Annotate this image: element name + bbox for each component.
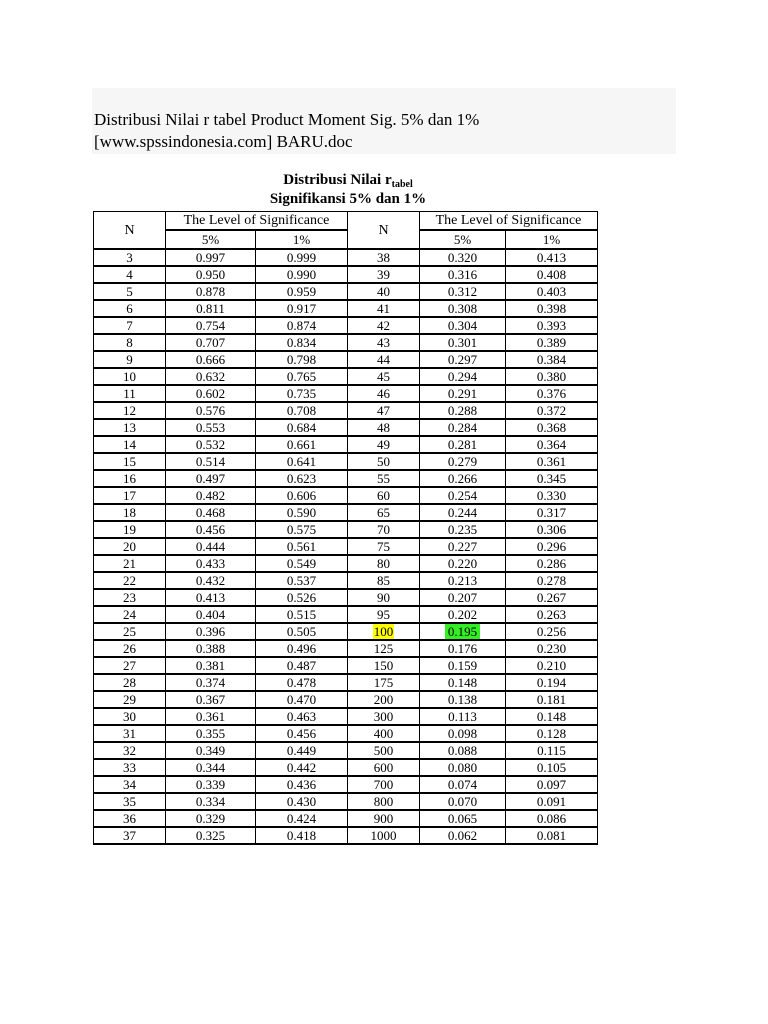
table-row [94,623,598,640]
cell-r1-left: 0.917 [256,300,348,317]
cell-n-left: 21 [94,555,166,572]
cell-n-right: 43 [348,334,420,351]
cell-r5-left: 0.482 [166,487,256,504]
cell-r5-left: 0.754 [166,317,256,334]
cell-n-right: 400 [348,725,420,742]
cell-r1-right: 0.306 [506,521,598,538]
cell-r1-right: 0.230 [506,640,598,657]
cell-n-left: 25 [94,623,166,640]
cell-r5-left: 0.553 [166,419,256,436]
cell-r5-left: 0.404 [166,606,256,623]
cell-n-left: 13 [94,419,166,436]
cell-r1-right: 0.317 [506,504,598,521]
cell-r1-right: 0.181 [506,691,598,708]
table-row [94,249,598,266]
cell-n-right: 55 [348,470,420,487]
cell-r5-right: 0.254 [420,487,506,504]
cell-r5-right [420,623,506,640]
col-1pct-header-right: 1% [506,230,598,249]
cell-r5-right: 0.088 [420,742,506,759]
table-row [94,538,598,555]
cell-r5-right: 0.113 [420,708,506,725]
cell-r1-left: 0.418 [256,827,348,844]
cell-r1-left: 0.449 [256,742,348,759]
cell-n-right: 39 [348,266,420,283]
table-row [94,436,598,453]
cell-r5-right: 0.159 [420,657,506,674]
table-row [94,759,598,776]
cell-r5-right: 0.284 [420,419,506,436]
table-row [94,691,598,708]
cell-r1-right: 0.398 [506,300,598,317]
cell-r5-left: 0.388 [166,640,256,657]
table-row [94,504,598,521]
cell-r1-right: 0.413 [506,249,598,266]
r-table-body [94,249,598,844]
cell-r1-right: 0.086 [506,810,598,827]
cell-r1-left: 0.436 [256,776,348,793]
cell-r1-left: 0.641 [256,453,348,470]
cell-n-left: 34 [94,776,166,793]
significance-group-header-left: The Level of Significance [166,212,348,231]
n-column-header-left: N [94,212,166,250]
cell-r5-right: 0.062 [420,827,506,844]
r-table [93,211,598,845]
cell-r1-left: 0.606 [256,487,348,504]
cell-r5-right: 0.288 [420,402,506,419]
cell-n-left: 28 [94,674,166,691]
n-column-header-right: N [348,212,420,250]
cell-r5-left: 0.468 [166,504,256,521]
cell-r1-right: 0.081 [506,827,598,844]
cell-r1-right: 0.389 [506,334,598,351]
table-title-subscript: tabel [391,179,413,190]
cell-r5-left: 0.811 [166,300,256,317]
cell-r5-right: 0.207 [420,589,506,606]
cell-r1-left: 0.526 [256,589,348,606]
cell-n-right: 80 [348,555,420,572]
table-row [94,368,598,385]
cell-r5-right: 0.281 [420,436,506,453]
cell-n-right: 44 [348,351,420,368]
cell-r1-left: 0.487 [256,657,348,674]
cell-r5-left: 0.433 [166,555,256,572]
cell-n-left: 23 [94,589,166,606]
cell-r5-right: 0.080 [420,759,506,776]
cell-r1-right: 0.384 [506,351,598,368]
table-row [94,708,598,725]
cell-r5-left: 0.707 [166,334,256,351]
cell-r1-right: 0.361 [506,453,598,470]
table-row [94,470,598,487]
cell-n-right: 41 [348,300,420,317]
cell-n-right: 150 [348,657,420,674]
table-row [94,725,598,742]
cell-r1-left: 0.959 [256,283,348,300]
cell-n-right: 600 [348,759,420,776]
cell-r1-left: 0.549 [256,555,348,572]
cell-n-right: 47 [348,402,420,419]
table-row [94,555,598,572]
cell-r1-right: 0.210 [506,657,598,674]
cell-n-right: 45 [348,368,420,385]
cell-n-left: 14 [94,436,166,453]
cell-r1-right: 0.091 [506,793,598,810]
cell-r5-left: 0.632 [166,368,256,385]
cell-r1-left: 0.505 [256,623,348,640]
cell-r5-left: 0.444 [166,538,256,555]
cell-r5-left: 0.576 [166,402,256,419]
cell-r5-right: 0.308 [420,300,506,317]
table-row [94,453,598,470]
cell-r1-right: 0.097 [506,776,598,793]
cell-n-right: 70 [348,521,420,538]
col-5pct-header-right: 5% [420,230,506,249]
cell-n-right: 95 [348,606,420,623]
table-row [94,827,598,844]
cell-r5-right: 0.244 [420,504,506,521]
cell-r1-right: 0.263 [506,606,598,623]
cell-n-right: 175 [348,674,420,691]
cell-r1-left: 0.430 [256,793,348,810]
document-header [92,88,676,154]
cell-r1-right: 0.105 [506,759,598,776]
cell-r5-left: 0.497 [166,470,256,487]
cell-n-left: 15 [94,453,166,470]
cell-r1-left: 0.575 [256,521,348,538]
cell-r5-right: 0.312 [420,283,506,300]
cell-n-left: 11 [94,385,166,402]
cell-r1-left: 0.684 [256,419,348,436]
table-row [94,640,598,657]
cell-r5-right: 0.279 [420,453,506,470]
cell-r1-right: 0.267 [506,589,598,606]
cell-r5-left: 0.514 [166,453,256,470]
table-row [94,589,598,606]
cell-r1-left: 0.561 [256,538,348,555]
significance-group-header-right: The Level of Significance [420,212,598,231]
cell-n-right: 700 [348,776,420,793]
cell-r5-left: 0.413 [166,589,256,606]
cell-n-right: 48 [348,419,420,436]
cell-r5-right: 0.316 [420,266,506,283]
cell-r5-left: 0.602 [166,385,256,402]
cell-r1-right: 0.148 [506,708,598,725]
cell-r5-left: 0.997 [166,249,256,266]
table-row [94,385,598,402]
cell-r5-left: 0.878 [166,283,256,300]
highlighted-r-value: 0.195 [445,624,480,639]
cell-r5-right: 0.291 [420,385,506,402]
cell-n-left: 16 [94,470,166,487]
cell-r1-left: 0.708 [256,402,348,419]
document-title: Distribusi Nilai r tabel Product Moment Sig. 5% dan 1% [94,110,480,129]
table-title [94,172,602,190]
cell-r1-left: 0.478 [256,674,348,691]
cell-r5-left: 0.367 [166,691,256,708]
cell-n-right: 200 [348,691,420,708]
table-row [94,776,598,793]
cell-n-left: 8 [94,334,166,351]
table-row [94,810,598,827]
cell-r1-left: 0.424 [256,810,348,827]
cell-r1-right: 0.345 [506,470,598,487]
cell-r1-right: 0.364 [506,436,598,453]
cell-r1-left: 0.590 [256,504,348,521]
cell-r1-left: 0.834 [256,334,348,351]
cell-r5-left: 0.329 [166,810,256,827]
cell-n-right: 38 [348,249,420,266]
cell-r1-right: 0.368 [506,419,598,436]
cell-r1-left: 0.515 [256,606,348,623]
table-row [94,317,598,334]
cell-r1-right: 0.403 [506,283,598,300]
cell-r1-right: 0.330 [506,487,598,504]
cell-r5-left: 0.374 [166,674,256,691]
cell-r1-left: 0.999 [256,249,348,266]
table-row [94,674,598,691]
cell-r5-right: 0.297 [420,351,506,368]
cell-r1-right: 0.278 [506,572,598,589]
cell-r5-left: 0.381 [166,657,256,674]
col-1pct-header-left: 1% [256,230,348,249]
cell-n-left: 24 [94,606,166,623]
cell-n-right: 125 [348,640,420,657]
table-row [94,300,598,317]
cell-n-right: 800 [348,793,420,810]
table-row [94,266,598,283]
table-row [94,793,598,810]
cell-n-left: 26 [94,640,166,657]
cell-r1-left: 0.735 [256,385,348,402]
cell-n-right: 40 [348,283,420,300]
cell-r5-left: 0.355 [166,725,256,742]
cell-r5-right: 0.304 [420,317,506,334]
cell-n-left: 20 [94,538,166,555]
cell-r5-left: 0.334 [166,793,256,810]
table-row [94,334,598,351]
cell-n-right: 85 [348,572,420,589]
table-row [94,283,598,300]
cell-r1-right: 0.408 [506,266,598,283]
cell-r5-left: 0.339 [166,776,256,793]
cell-n-left: 17 [94,487,166,504]
cell-r5-right: 0.266 [420,470,506,487]
cell-r1-left: 0.496 [256,640,348,657]
cell-n-right: 46 [348,385,420,402]
cell-r5-right: 0.202 [420,606,506,623]
cell-r5-left: 0.432 [166,572,256,589]
cell-r5-right: 0.065 [420,810,506,827]
cell-n-right: 300 [348,708,420,725]
cell-r1-right: 0.380 [506,368,598,385]
cell-n-right: 75 [348,538,420,555]
cell-n-left: 10 [94,368,166,385]
cell-r1-left: 0.456 [256,725,348,742]
cell-r5-left: 0.666 [166,351,256,368]
cell-r5-right: 0.074 [420,776,506,793]
cell-n-right: 49 [348,436,420,453]
cell-n-left: 27 [94,657,166,674]
col-5pct-header-left: 5% [166,230,256,249]
cell-r1-right: 0.296 [506,538,598,555]
cell-r1-right: 0.286 [506,555,598,572]
cell-n-right: 900 [348,810,420,827]
cell-r1-right: 0.376 [506,385,598,402]
cell-r5-left: 0.456 [166,521,256,538]
cell-r5-right: 0.294 [420,368,506,385]
cell-n-left: 32 [94,742,166,759]
table-row [94,572,598,589]
cell-n-left: 36 [94,810,166,827]
table-row [94,606,598,623]
cell-n-left: 22 [94,572,166,589]
cell-r5-right: 0.138 [420,691,506,708]
table-subtitle: Signifikansi 5% dan 1% [269,191,427,207]
cell-n-right: 42 [348,317,420,334]
cell-r1-right: 0.194 [506,674,598,691]
cell-r1-left: 0.623 [256,470,348,487]
cell-n-left: 6 [94,300,166,317]
cell-r5-left: 0.950 [166,266,256,283]
cell-n-left: 37 [94,827,166,844]
cell-r1-left: 0.537 [256,572,348,589]
cell-r1-right: 0.256 [506,623,598,640]
cell-r5-right: 0.176 [420,640,506,657]
cell-r5-right: 0.235 [420,521,506,538]
cell-r1-left: 0.463 [256,708,348,725]
cell-r1-right: 0.128 [506,725,598,742]
cell-r1-right: 0.372 [506,402,598,419]
cell-r1-right: 0.115 [506,742,598,759]
cell-n-right: 1000 [348,827,420,844]
cell-n-right [348,623,420,640]
cell-r1-left: 0.442 [256,759,348,776]
cell-n-left: 9 [94,351,166,368]
cell-r5-left: 0.532 [166,436,256,453]
cell-r5-left: 0.396 [166,623,256,640]
cell-r5-left: 0.361 [166,708,256,725]
cell-n-left: 31 [94,725,166,742]
document-filename: [www.spssindonesia.com] BARU.doc [94,132,353,151]
cell-n-left: 33 [94,759,166,776]
cell-r5-right: 0.098 [420,725,506,742]
cell-n-left: 4 [94,266,166,283]
cell-n-left: 30 [94,708,166,725]
cell-n-left: 29 [94,691,166,708]
cell-r5-right: 0.148 [420,674,506,691]
cell-n-right: 50 [348,453,420,470]
table-row [94,402,598,419]
cell-n-left: 19 [94,521,166,538]
cell-n-left: 18 [94,504,166,521]
cell-r1-left: 0.765 [256,368,348,385]
table-row [94,742,598,759]
cell-r5-right: 0.301 [420,334,506,351]
cell-r5-left: 0.344 [166,759,256,776]
table-row [94,521,598,538]
highlighted-n-value: 100 [373,624,394,639]
cell-n-right: 90 [348,589,420,606]
cell-r1-right: 0.393 [506,317,598,334]
cell-n-right: 500 [348,742,420,759]
cell-r1-left: 0.990 [256,266,348,283]
table-title-main: Distribusi Nilai r [283,172,392,188]
cell-r5-right: 0.220 [420,555,506,572]
cell-r5-right: 0.227 [420,538,506,555]
cell-r1-left: 0.874 [256,317,348,334]
cell-r1-left: 0.661 [256,436,348,453]
cell-n-left: 7 [94,317,166,334]
cell-n-left: 35 [94,793,166,810]
cell-r1-left: 0.470 [256,691,348,708]
cell-r5-right: 0.070 [420,793,506,810]
cell-n-left: 3 [94,249,166,266]
cell-r5-right: 0.320 [420,249,506,266]
cell-n-left: 12 [94,402,166,419]
cell-n-right: 65 [348,504,420,521]
table-row [94,657,598,674]
cell-n-left: 5 [94,283,166,300]
cell-r5-left: 0.349 [166,742,256,759]
cell-r5-right: 0.213 [420,572,506,589]
cell-r5-left: 0.325 [166,827,256,844]
cell-r1-left: 0.798 [256,351,348,368]
table-row [94,419,598,436]
table-row [94,487,598,504]
table-row [94,351,598,368]
cell-n-right: 60 [348,487,420,504]
